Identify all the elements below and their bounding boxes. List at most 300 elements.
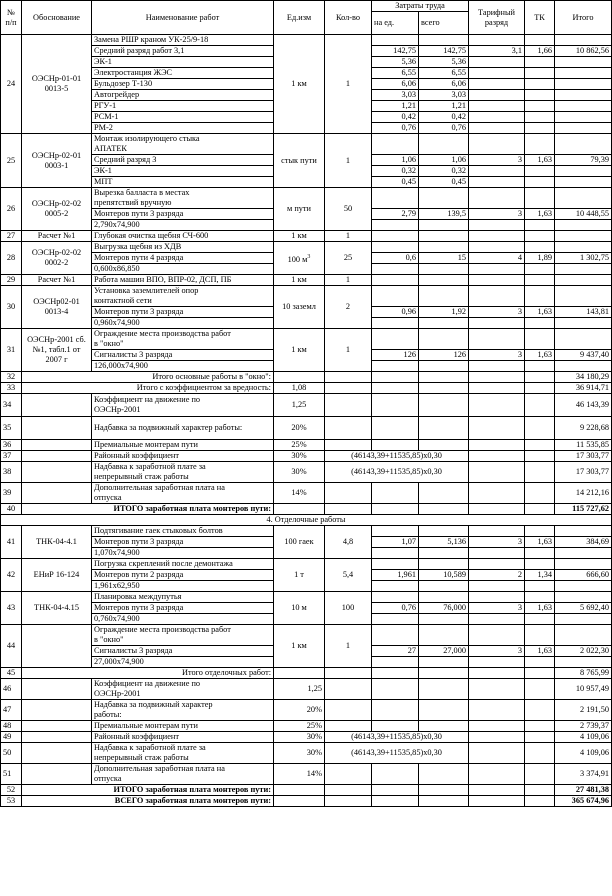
basis-cell — [22, 462, 92, 483]
labor-per-unit: 0,45 — [372, 177, 419, 188]
tariff-grade — [469, 166, 525, 177]
tariff-grade — [469, 112, 525, 123]
row-total — [555, 657, 612, 668]
coefficient-name: Премиальные монтерам пути — [92, 721, 274, 732]
unit-cell — [274, 526, 325, 559]
row-total — [555, 112, 612, 123]
empty-cell — [525, 231, 555, 242]
coefficient-name: Коэффициент на движение по ОЭСНр-2001 — [92, 394, 274, 417]
labor-per-unit: 1,961 — [372, 570, 419, 581]
col-qty-header: Кол-во — [325, 1, 372, 35]
table-row — [1, 329, 612, 350]
empty-cell — [525, 668, 555, 679]
row-number: 26 — [1, 188, 22, 231]
row-total — [555, 286, 612, 307]
col-tk-header: ТК — [525, 1, 555, 35]
empty-cell — [419, 440, 469, 451]
table-row — [1, 286, 612, 307]
tk-coefficient: 1,63 — [525, 537, 555, 548]
work-name: Сигналисты 3 разряда — [92, 350, 274, 361]
labor-per-unit — [372, 657, 419, 668]
empty-cell — [325, 417, 372, 440]
coefficient-row — [1, 417, 612, 440]
labor-total: 10,589 — [419, 570, 469, 581]
labor-total — [419, 318, 469, 329]
row-number: 53 — [1, 796, 22, 807]
empty-cell — [469, 383, 525, 394]
coefficient-value: 20% — [274, 700, 325, 721]
subtotal-value: 8 765,99 — [555, 668, 612, 679]
unit-value: 10 м — [291, 603, 307, 612]
tk-coefficient — [525, 57, 555, 68]
tariff-grade — [469, 242, 525, 253]
empty-cell — [525, 440, 555, 451]
labor-total: 15 — [419, 253, 469, 264]
tk-coefficient — [525, 625, 555, 646]
basis-cell: ОЭСНр-2001 сб.№1, табл.1 от 2007 г — [22, 329, 92, 372]
unit-cell — [274, 329, 325, 372]
tk-coefficient — [525, 112, 555, 123]
row-number: 32 — [1, 372, 22, 383]
basis-cell: ОЭСНр-02-01 0003-1 — [22, 134, 92, 188]
labor-total — [419, 242, 469, 253]
formula-cell: (46143,39+11535,85)х0,30 — [325, 743, 469, 764]
empty-cell — [325, 785, 372, 796]
empty-cell — [525, 451, 555, 462]
labor-total — [419, 592, 469, 603]
unit-value: 1 т — [294, 570, 304, 579]
tk-coefficient — [525, 101, 555, 112]
empty-cell — [525, 700, 555, 721]
tk-coefficient: 1,63 — [525, 350, 555, 361]
tariff-grade — [469, 101, 525, 112]
row-total — [555, 90, 612, 101]
tk-coefficient — [525, 614, 555, 625]
tk-coefficient — [525, 264, 555, 275]
subtotal-label: Итого с коэффициентом за вредность: — [22, 383, 274, 394]
formula-cell: (46143,39+11535,85)х0,30 — [325, 732, 469, 743]
work-name: Монтеров пути 2 разряда — [92, 570, 274, 581]
row-number: 37 — [1, 451, 22, 462]
work-name: ЭК-1 — [92, 57, 274, 68]
subtotal-row — [1, 785, 612, 796]
tariff-grade: 3 — [469, 537, 525, 548]
row-total: 9 437,40 — [555, 350, 612, 361]
empty-cell — [525, 417, 555, 440]
empty-cell — [372, 679, 419, 700]
basis-cell — [22, 451, 92, 462]
labor-per-unit: 0,6 — [372, 253, 419, 264]
empty-cell — [325, 796, 372, 807]
empty-cell — [372, 504, 419, 515]
empty-cell — [372, 231, 419, 242]
tariff-grade — [469, 318, 525, 329]
col-total-header: всего — [419, 12, 469, 35]
row-number: 38 — [1, 462, 22, 483]
empty-cell — [419, 372, 469, 383]
row-total — [555, 57, 612, 68]
empty-cell — [419, 504, 469, 515]
tariff-grade — [469, 559, 525, 570]
labor-per-unit: 6,06 — [372, 79, 419, 90]
row-total — [555, 35, 612, 46]
tariff-grade — [469, 286, 525, 307]
row-total: 384,69 — [555, 537, 612, 548]
labor-total — [419, 625, 469, 646]
work-name: Вырезка балласта в местах препятствий вручную — [92, 188, 274, 209]
labor-per-unit — [372, 625, 419, 646]
row-total: 666,60 — [555, 570, 612, 581]
qty-cell: 2 — [325, 286, 372, 329]
basis-cell — [22, 417, 92, 440]
tk-coefficient — [525, 329, 555, 350]
labor-per-unit — [372, 329, 419, 350]
basis-cell — [22, 700, 92, 721]
coefficient-row — [1, 743, 612, 764]
row-total — [555, 625, 612, 646]
coefficient-name: Премиальные монтерам пути — [92, 440, 274, 451]
coefficient-total: 4 109,06 — [555, 732, 612, 743]
work-name: Бульдозер Т-130 — [92, 79, 274, 90]
labor-total — [419, 548, 469, 559]
subtotal-label: ВСЕГО заработная плата монтеров пути: — [22, 796, 274, 807]
coefficient-total: 2 191,50 — [555, 700, 612, 721]
tariff-grade — [469, 264, 525, 275]
empty-cell — [325, 679, 372, 700]
row-total: 143,81 — [555, 307, 612, 318]
tariff-grade — [469, 657, 525, 668]
empty-cell — [325, 504, 372, 515]
labor-total — [419, 329, 469, 350]
row-number: 43 — [1, 592, 22, 625]
table-row — [1, 559, 612, 570]
tk-coefficient: 1,66 — [525, 46, 555, 57]
subtotal-row — [1, 372, 612, 383]
empty-cell — [419, 417, 469, 440]
tk-coefficient — [525, 90, 555, 101]
work-name: Работа машин ВПО, ВПР-02, ДСП, ПБ — [92, 275, 274, 286]
tk-coefficient — [525, 581, 555, 592]
basis-cell — [22, 764, 92, 785]
empty-cell — [525, 679, 555, 700]
row-total — [555, 614, 612, 625]
empty-cell — [469, 394, 525, 417]
work-name: 126,000х74,900 — [92, 361, 274, 372]
coefficient-row — [1, 764, 612, 785]
work-name: Выгрузка щебня из ХДВ — [92, 242, 274, 253]
empty-cell — [469, 231, 525, 242]
row-total — [555, 123, 612, 134]
unit-cell — [274, 286, 325, 329]
tk-coefficient: 1,63 — [525, 646, 555, 657]
coefficient-value: 20% — [274, 417, 325, 440]
row-total — [555, 592, 612, 603]
qty-cell: 1 — [325, 231, 372, 242]
basis-cell — [22, 625, 92, 668]
row-number: 44 — [1, 625, 22, 668]
labor-per-unit — [372, 581, 419, 592]
empty-cell — [372, 483, 419, 504]
labor-total: 6,06 — [419, 79, 469, 90]
unit-cell — [274, 668, 325, 679]
col-sum-header: Итого — [555, 1, 612, 35]
coefficient-row — [1, 394, 612, 417]
empty-cell — [325, 721, 372, 732]
subtotal-row — [1, 796, 612, 807]
subtotal-value: 365 674,96 — [555, 796, 612, 807]
row-total — [555, 318, 612, 329]
table-row — [1, 625, 612, 646]
qty-cell: 4,8 — [325, 526, 372, 559]
work-name: Глубокая очистка щебня СЧ-600 — [92, 231, 274, 242]
coefficient-total: 17 303,77 — [555, 451, 612, 462]
labor-per-unit — [372, 318, 419, 329]
empty-cell — [469, 721, 525, 732]
labor-per-unit: 1,07 — [372, 537, 419, 548]
row-total — [555, 264, 612, 275]
coefficient-total: 10 957,49 — [555, 679, 612, 700]
basis-cell: ОЭСНр-02-02 0002-2 — [22, 242, 92, 275]
tariff-grade: 3,1 — [469, 46, 525, 57]
basis-cell — [22, 394, 92, 417]
labor-per-unit: 0,96 — [372, 307, 419, 318]
subtotal-value: 27 481,38 — [555, 785, 612, 796]
labor-per-unit: 0,76 — [372, 603, 419, 614]
empty-cell — [325, 394, 372, 417]
coefficient-value: 30% — [274, 743, 325, 764]
coefficient-value: 14% — [274, 483, 325, 504]
labor-per-unit: 0,76 — [372, 123, 419, 134]
basis-cell — [22, 721, 92, 732]
labor-total — [419, 264, 469, 275]
empty-cell — [525, 462, 555, 483]
empty-cell — [469, 417, 525, 440]
tk-coefficient — [525, 361, 555, 372]
table-row — [1, 592, 612, 603]
formula-cell: (46143,39+11535,85)х0,30 — [325, 451, 469, 462]
qty-cell: 50 — [325, 188, 372, 231]
work-name: 2,790х74,900 — [92, 220, 274, 231]
empty-cell — [419, 394, 469, 417]
basis-cell — [22, 679, 92, 700]
labor-total: 0,42 — [419, 112, 469, 123]
tariff-grade — [469, 592, 525, 603]
qty-cell: 5,4 — [325, 559, 372, 592]
work-name: Монтеров пути 3 разряда — [92, 603, 274, 614]
labor-per-unit — [372, 559, 419, 570]
section-title: 4. Отделочные работы — [1, 515, 612, 526]
labor-per-unit — [372, 35, 419, 46]
empty-cell — [525, 275, 555, 286]
work-name: 1,961х62,950 — [92, 581, 274, 592]
tariff-grade: 3 — [469, 350, 525, 361]
empty-cell — [469, 743, 525, 764]
labor-total — [419, 361, 469, 372]
row-number: 46 — [1, 679, 22, 700]
empty-cell — [325, 372, 372, 383]
tariff-grade — [469, 134, 525, 155]
subtotal-row — [1, 668, 612, 679]
row-number: 24 — [1, 35, 22, 134]
labor-total: 139,5 — [419, 209, 469, 220]
labor-total — [419, 559, 469, 570]
qty-cell: 1 — [325, 625, 372, 668]
basis-cell: ОЭСНр-01-01 0013-5 — [22, 35, 92, 134]
tariff-grade: 3 — [469, 307, 525, 318]
coefficient-value: 1,25 — [274, 679, 325, 700]
empty-cell — [419, 700, 469, 721]
unit-cell: 1 км — [274, 231, 325, 242]
row-number: 50 — [1, 743, 22, 764]
tariff-grade — [469, 188, 525, 209]
empty-cell — [372, 700, 419, 721]
labor-per-unit — [372, 134, 419, 155]
tk-coefficient — [525, 657, 555, 668]
table-row — [1, 188, 612, 209]
labor-total — [419, 526, 469, 537]
row-number: 28 — [1, 242, 22, 275]
tariff-grade — [469, 68, 525, 79]
labor-per-unit: 1,21 — [372, 101, 419, 112]
subtotal-value: 115 727,62 — [555, 504, 612, 515]
table-row — [1, 275, 612, 286]
row-number: 25 — [1, 134, 22, 188]
empty-cell — [525, 504, 555, 515]
row-total — [555, 329, 612, 350]
basis-cell: Расчет №1 — [22, 275, 92, 286]
work-name: Ограждение места производства работ в "окно" — [92, 625, 274, 646]
row-number: 35 — [1, 417, 22, 440]
coefficient-total: 14 212,16 — [555, 483, 612, 504]
labor-total — [419, 134, 469, 155]
coefficient-row — [1, 440, 612, 451]
work-name: Средний разряд работ 3,1 — [92, 46, 274, 57]
work-name: Установка заземлителей опор контактной сети — [92, 286, 274, 307]
qty-cell: 1 — [325, 35, 372, 134]
row-number: 30 — [1, 286, 22, 329]
unit-cell — [274, 134, 325, 188]
empty-cell — [469, 732, 525, 743]
empty-cell — [325, 483, 372, 504]
subtotal-label: Итого основные работы в "окно": — [22, 372, 274, 383]
coefficient-row — [1, 700, 612, 721]
coefficient-name: Дополнительная заработная плата на отпуска — [92, 483, 274, 504]
empty-cell — [469, 483, 525, 504]
tk-coefficient — [525, 177, 555, 188]
row-number: 40 — [1, 504, 22, 515]
labor-per-unit — [372, 592, 419, 603]
tariff-grade — [469, 79, 525, 90]
labor-total — [419, 614, 469, 625]
labor-per-unit — [372, 614, 419, 625]
work-name: Погрузка скреплений после демонтажа — [92, 559, 274, 570]
unit-value: 10 заземл — [282, 302, 316, 311]
tk-coefficient — [525, 68, 555, 79]
labor-per-unit: 142,75 — [372, 46, 419, 57]
tariff-grade — [469, 90, 525, 101]
empty-cell — [525, 483, 555, 504]
unit-value: м пути — [287, 204, 311, 213]
work-name: Ограждение места производства работ в "окно" — [92, 329, 274, 350]
coefficient-name: Дополнительная заработная плата на отпуска — [92, 764, 274, 785]
tariff-grade — [469, 57, 525, 68]
basis-cell: ТНК-04-4.1 — [22, 526, 92, 559]
table-row — [1, 231, 612, 242]
labor-per-unit — [372, 264, 419, 275]
tariff-grade — [469, 581, 525, 592]
unit-cell — [274, 559, 325, 592]
coefficient-name: Коэффициент на движение по ОЭСНр-2001 — [92, 679, 274, 700]
table-row — [1, 35, 612, 46]
labor-total: 126 — [419, 350, 469, 361]
row-total — [555, 220, 612, 231]
row-total: 5 692,40 — [555, 603, 612, 614]
work-name: Монтеров пути 3 разряда — [92, 209, 274, 220]
qty-cell: 1 — [325, 275, 372, 286]
empty-cell — [419, 764, 469, 785]
qty-cell: 1 — [325, 134, 372, 188]
subtotal-label: ИТОГО заработная плата монтеров пути: — [22, 785, 274, 796]
subtotal-value: 36 914,71 — [555, 383, 612, 394]
labor-total: 1,21 — [419, 101, 469, 112]
empty-cell — [325, 668, 372, 679]
row-number: 31 — [1, 329, 22, 372]
labor-per-unit — [372, 526, 419, 537]
unit-value: 1 км — [291, 79, 307, 88]
tk-coefficient — [525, 134, 555, 155]
basis-cell — [22, 732, 92, 743]
empty-cell — [325, 383, 372, 394]
labor-per-unit: 1,06 — [372, 155, 419, 166]
empty-cell — [372, 785, 419, 796]
empty-cell — [469, 764, 525, 785]
unit-value: 100 м — [287, 254, 308, 264]
row-number: 29 — [1, 275, 22, 286]
labor-per-unit: 2,79 — [372, 209, 419, 220]
col-num-header: № п/п — [1, 1, 22, 35]
unit-cell — [274, 188, 325, 231]
labor-per-unit — [372, 548, 419, 559]
tk-coefficient — [525, 318, 555, 329]
work-name: МПТ — [92, 177, 274, 188]
tariff-grade: 2 — [469, 570, 525, 581]
table-body — [1, 35, 612, 807]
col-grade-header: Тарифный разряд — [469, 1, 525, 35]
row-total — [555, 177, 612, 188]
empty-cell — [469, 668, 525, 679]
row-total — [555, 559, 612, 570]
section-header-row — [1, 515, 612, 526]
labor-per-unit: 126 — [372, 350, 419, 361]
coefficient-total: 3 374,91 — [555, 764, 612, 785]
unit-cell — [274, 35, 325, 134]
empty-cell — [419, 721, 469, 732]
tk-coefficient: 1,63 — [525, 603, 555, 614]
empty-cell — [469, 462, 525, 483]
tariff-grade: 3 — [469, 155, 525, 166]
row-number: 34 — [1, 394, 22, 417]
work-name: РСМ-1 — [92, 112, 274, 123]
labor-per-unit: 3,03 — [372, 90, 419, 101]
tk-coefficient — [525, 559, 555, 570]
tariff-grade: 4 — [469, 253, 525, 264]
labor-total: 1,06 — [419, 155, 469, 166]
coefficient-value: 30% — [274, 732, 325, 743]
subtotal-row — [1, 504, 612, 515]
col-basis-header: Обоснование — [22, 1, 92, 35]
work-name: Замена РШР краном УК-25/9-18 — [92, 35, 274, 46]
coefficient-total: 9 228,68 — [555, 417, 612, 440]
